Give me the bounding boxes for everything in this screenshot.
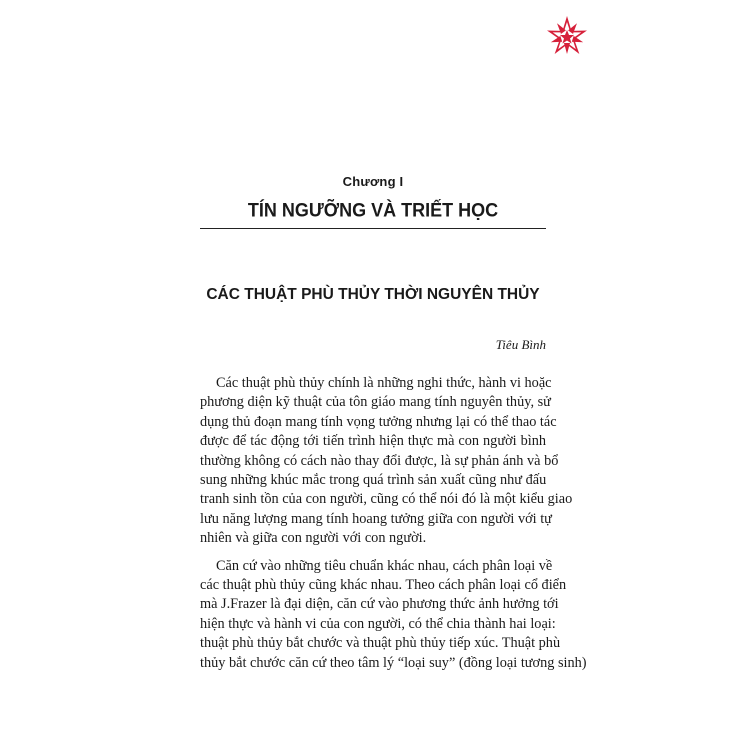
paragraph-1	[200, 374, 573, 549]
text-line: Căn cứ vào những tiêu chuẩn khác nhau, cách phân loại về	[216, 557, 553, 574]
paragraph-spacer	[200, 549, 546, 557]
chapter-divider	[200, 228, 546, 229]
text-line: hiện thực và hành vi của con người, có thể chia thành hai loại:	[200, 615, 556, 632]
paragraph-2	[200, 557, 587, 673]
text-line: dụng thủ đoạn mang tính vọng tưởng nhưng lại có thể thao tác	[200, 413, 557, 430]
text-line: Các thuật phù thủy chính là những nghi thức, hành vi hoặc	[216, 375, 552, 391]
article-body	[200, 374, 587, 673]
chapter-title: TÍN NGƯỠNG VÀ TRIẾT HỌC	[247, 198, 499, 221]
text-line: phương diện kỹ thuật của tôn giáo mang tính nguyên thủy, sử	[200, 394, 551, 411]
article-title: CÁC THUẬT PHÙ THỦY THỜI NGUYÊN THỦY	[206, 286, 540, 303]
text-line: nhiên và giữa con người với con người.	[200, 530, 427, 547]
chapter-label: Chương I	[342, 174, 404, 189]
article-author: Tiêu Bình	[495, 337, 546, 352]
text-line: lưu năng lượng mang tính hoang tưởng giữa con người với tự	[200, 510, 552, 527]
text-line: sung những khúc mắc trong quá trình sản xuất cũng như đấu	[200, 472, 547, 489]
text-line: tranh sinh tồn của con người, cũng có thể nói đó là một kiểu giao	[200, 491, 573, 508]
text-line: mà J.Frazer là đại diện, căn cứ vào phương thức ảnh hưởng tới	[200, 596, 559, 613]
text-line: các thuật phù thủy cũng khác nhau. Theo cách phân loại cổ điển	[200, 577, 567, 594]
text-line: thường không có cách nào thay đổi được, là sự phản ánh và bổ	[200, 452, 559, 469]
text-line: được để tác động tới tiến trình hiện thực mà con người bình	[200, 433, 546, 450]
text-line: thuật phù thủy bắt chước và thuật phù thủy tiếp xúc. Thuật phù	[200, 635, 561, 652]
text-line: thủy bắt chước căn cứ theo tâm lý “loại suy” (đồng loại tương sinh)	[200, 654, 587, 671]
publisher-logo-icon	[544, 14, 590, 60]
